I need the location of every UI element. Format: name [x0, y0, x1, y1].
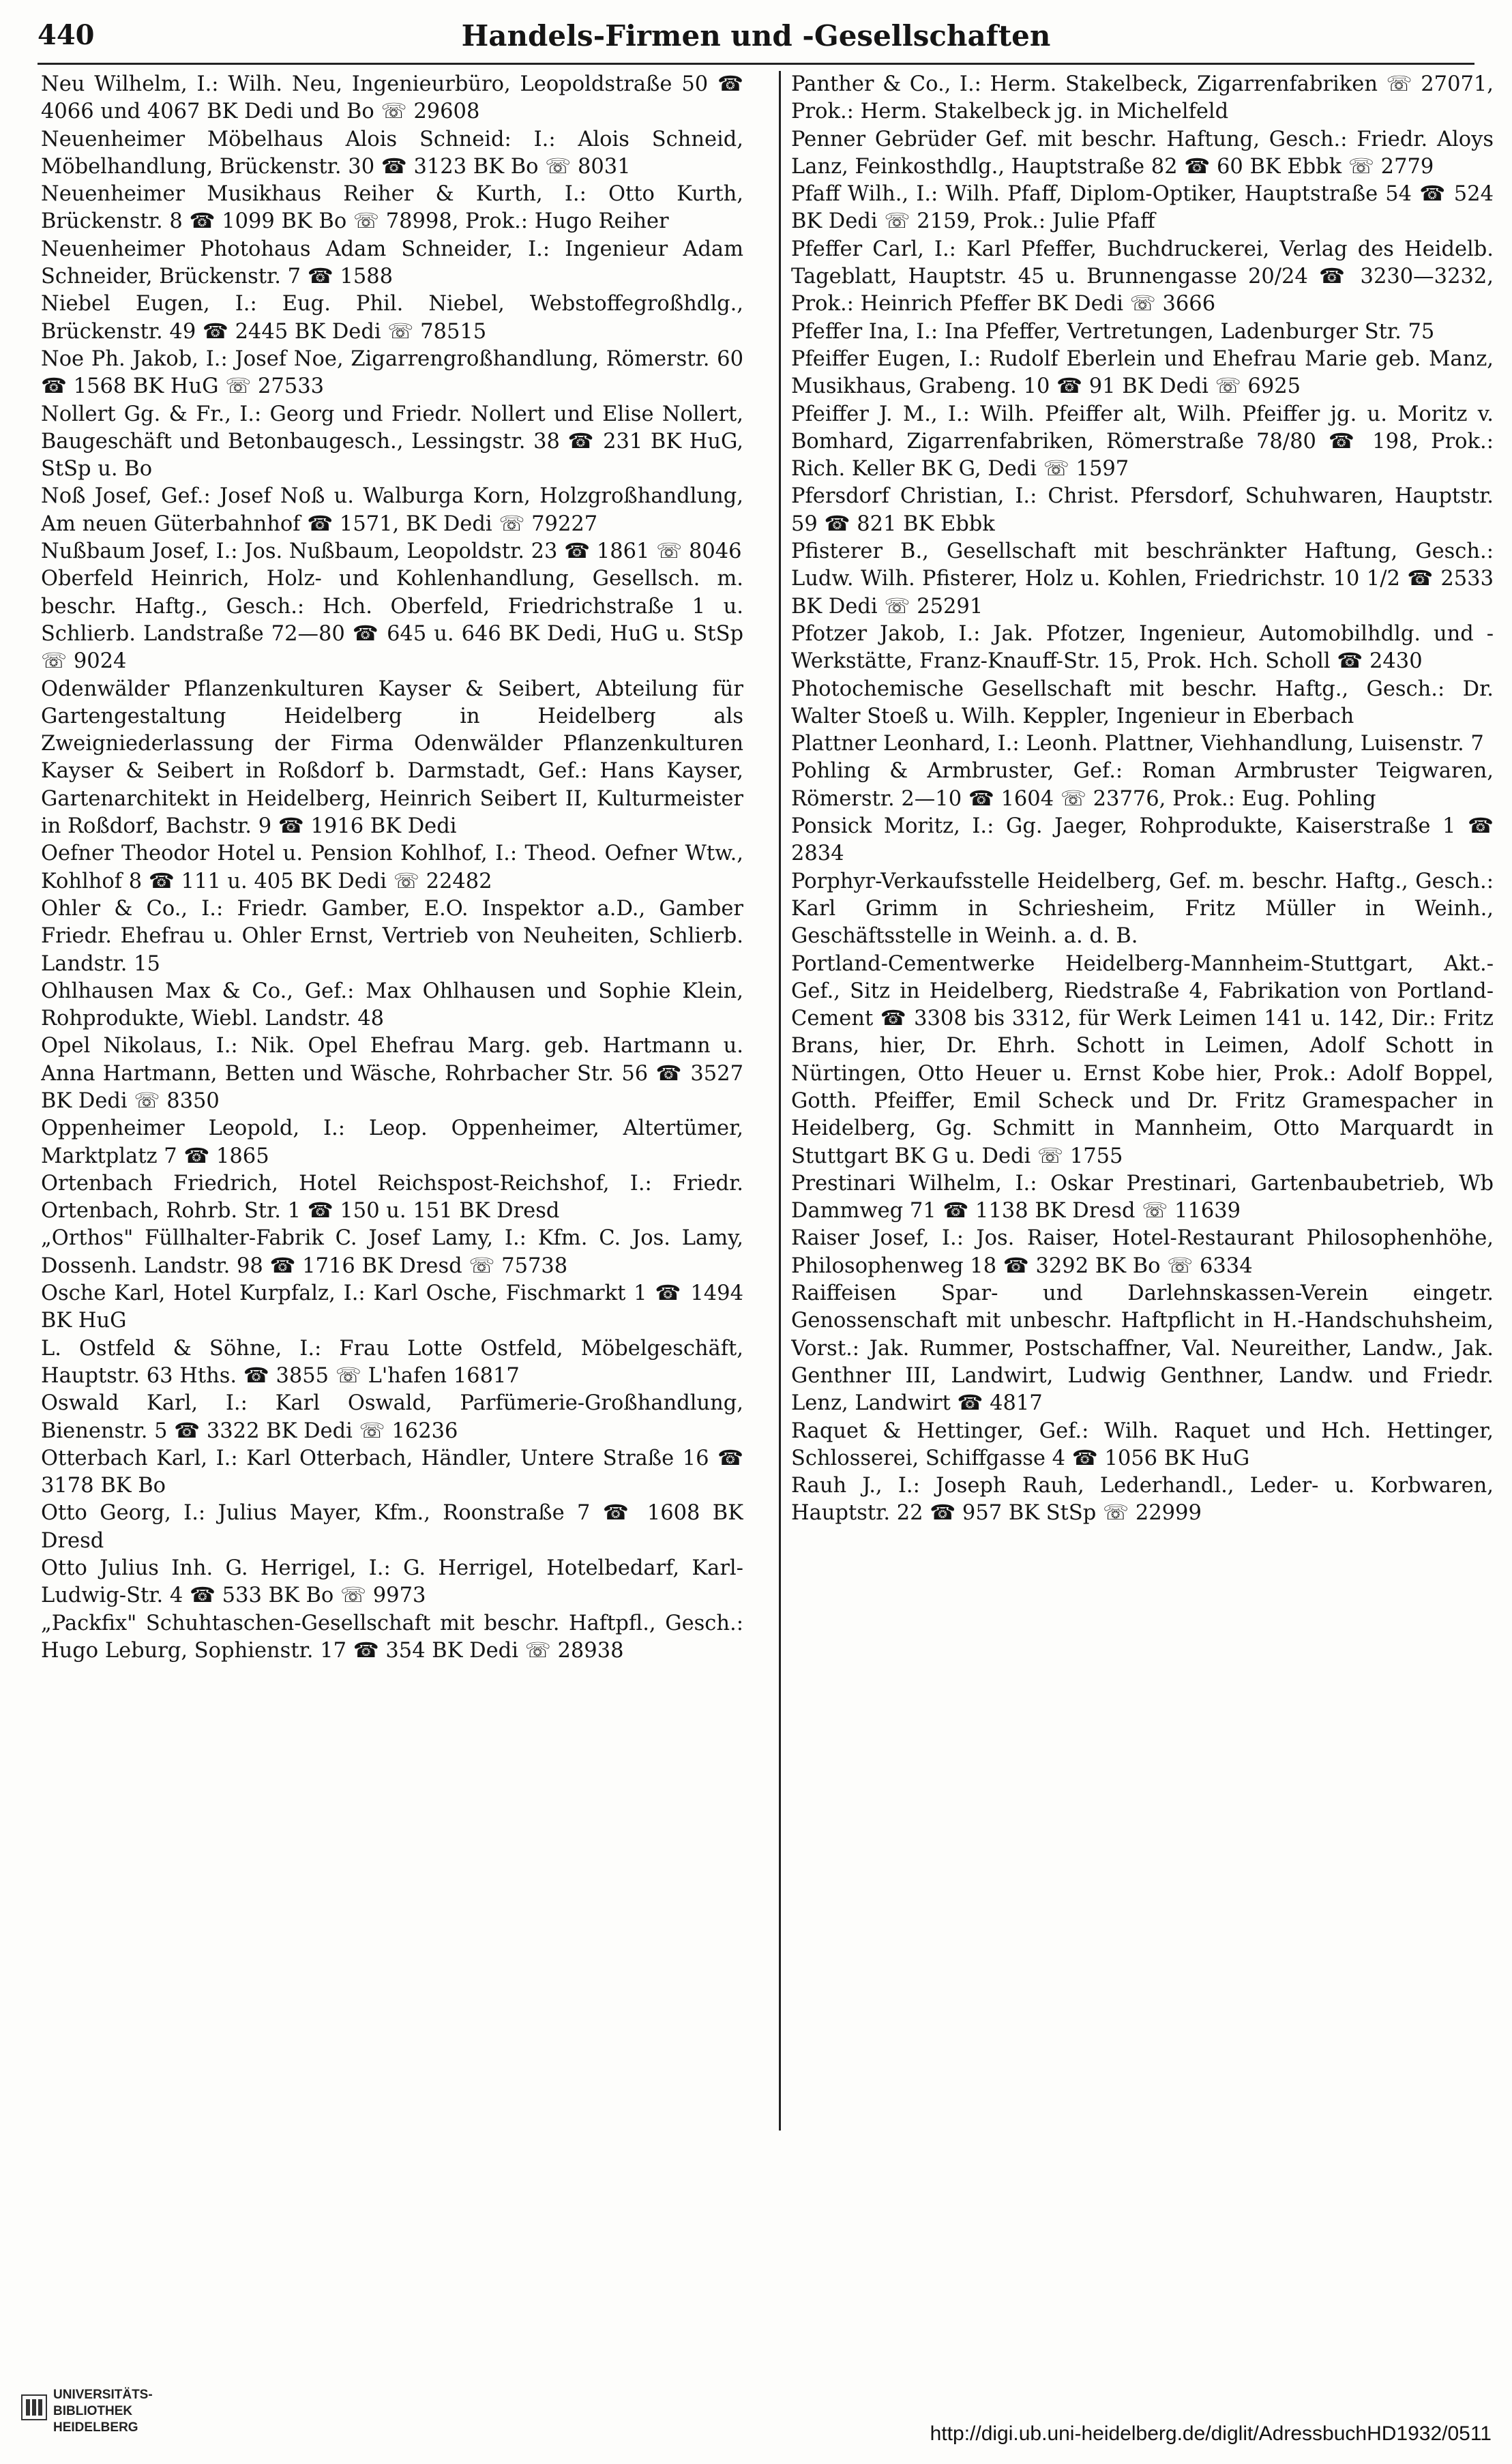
directory-entry: Ponsick Moritz, I.: Gg. Jaeger, Rohprodukte, Kaiserstraße 1 ☎ 2834 — [791, 814, 1494, 866]
library-name-line: HEIDELBERG — [53, 2420, 138, 2435]
directory-entry: Panther & Co., I.: Herm. Stakelbeck, Zigarrenfabriken ☏ 27071, Prok.: Herm. Stakelbeck jg. in Michelfeld — [791, 72, 1494, 124]
directory-entry: Neu Wilhelm, I.: Wilh. Neu, Ingenieurbüro, Leopoldstraße 50 ☎ 4066 und 4067 BK Dedi und Bo ☏ 29608 — [41, 72, 743, 124]
directory-entry: Plattner Leonhard, I.: Leonh. Plattner, Viehhandlung, Luisenstr. 7 — [791, 732, 1484, 756]
page-title: Handels-Firmen und -Gesellschaften — [461, 19, 1051, 53]
directory-entry: Penner Gebrüder Gef. mit beschr. Haftung, Gesch.: Friedr. Aloys Lanz, Feinkosthdlg., Hauptstraße 82 ☎ 60 BK Ebbk ☏ 2779 — [791, 127, 1494, 179]
directory-entry: L. Ostfeld & Söhne, I.: Frau Lotte Ostfeld, Möbelgeschäft, Hauptstr. 63 Hths. ☎ 3855 ☏ L'hafen 16817 — [41, 1336, 743, 1388]
source-url[interactable]: http://digi.ub.uni-heidelberg.de/diglit/AdressbuchHD1932/0511 — [930, 2422, 1492, 2445]
page-footer — [0, 2387, 1512, 2464]
directory-entry: Pfisterer B., Gesellschaft mit beschränkter Haftung, Gesch.: Ludw. Wilh. Pfisterer, Holz u. Kohlen, Friedrichstr. 10 1/2 ☎ 2533 BK Dedi ☏ 25291 — [791, 539, 1494, 619]
directory-entry: Otto Julius Inh. G. Herrigel, I.: G. Herrigel, Hotelbedarf, Karl-Ludwig-Str. 4 ☎ 533 BK Bo ☏ 9973 — [41, 1556, 743, 1608]
directory-entry: Rauh J., I.: Joseph Rauh, Lederhandl., Leder- u. Korbwaren, Hauptstr. 22 ☎ 957 BK StSp ☏ 22999 — [791, 1474, 1494, 1526]
library-name-line: BIBLIOTHEK — [53, 2404, 133, 2418]
page-number: 440 — [38, 19, 95, 51]
directory-entry: Portland-Cementwerke Heidelberg-Mannheim-Stuttgart, Akt.-Gef., Sitz in Heidelberg, Riedstraße 4, Fabrikation von Portland-Cement ☎ 3308 bis 3312, für Werk Leimen 141 u. 142, Dir.: Fritz Brans, hier, Dr. Ehrh. Schott in Leimen, Adolf Schott in Nürtingen, Otto Heuer u. Ernst Kobe hier, Prok.: Adolf Boppel, Gotth. Pfeiffer, Emil Scheck und Dr. Fritz Gramespacher in Heidelberg, Gg. Schmitt in Mannheim, Otto Marquardt in Stuttgart BK G u. Dedi ☏ 1755 — [791, 951, 1494, 1168]
right-column — [791, 71, 1494, 2131]
directory-entry: Pfaff Wilh., I.: Wilh. Pfaff, Diplom-Optiker, Hauptstraße 54 ☎ 524 BK Dedi ☏ 2159, Prok.: Julie Pfaff — [791, 182, 1494, 234]
directory-entry: Pfersdorf Christian, I.: Christ. Pfersdorf, Schuhwaren, Hauptstr. 59 ☎ 821 BK Ebbk — [791, 484, 1494, 536]
directory-entry: Niebel Eugen, I.: Eug. Phil. Niebel, Webstoffegroßhdlg., Brückenstr. 49 ☎ 2445 BK Dedi ☏ 78515 — [41, 292, 743, 344]
directory-entry: Otterbach Karl, I.: Karl Otterbach, Händler, Untere Straße 16 ☎ 3178 BK Bo — [41, 1446, 743, 1498]
directory-entry: Nußbaum Josef, I.: Jos. Nußbaum, Leopoldstr. 23 ☎ 1861 ☏ 8046 — [41, 539, 742, 564]
directory-entry: Osche Karl, Hotel Kurpfalz, I.: Karl Osche, Fischmarkt 1 ☎ 1494 BK HuG — [41, 1281, 743, 1333]
directory-entry: Nollert Gg. & Fr., I.: Georg und Friedr. Nollert und Elise Nollert, Baugeschäft und Betonbaugesch., Lessingstr. 38 ☎ 231 BK HuG, StSp u. Bo — [41, 402, 743, 481]
directory-entry: Odenwälder Pflanzenkulturen Kayser & Seibert, Abteilung für Gartengestaltung Heidelberg in Heidelberg als Zweigniederlassung der Firma Odenwälder Pflanzenkulturen Kayser & Seibert in Roßdorf b. Darmstadt, Gef.: Hans Kayser, Gartenarchitekt in Heidelberg, Heinrich Seibert II, Kulturmeister in Roßdorf, Bachstr. 9 ☎ 1916 BK Dedi — [41, 677, 743, 839]
directory-entry: Ohlhausen Max & Co., Gef.: Max Ohlhausen und Sophie Klein, Rohprodukte, Wiebl. Landstr. 48 — [41, 979, 743, 1031]
directory-entry: Ortenbach Friedrich, Hotel Reichspost-Reichshof, I.: Friedr. Ortenbach, Rohrb. Str. 1 ☎ 150 u. 151 BK Dresd — [41, 1171, 743, 1223]
directory-entry: Pfeffer Ina, I.: Ina Pfeffer, Vertretungen, Ladenburger Str. 75 — [791, 319, 1435, 344]
directory-entry: Porphyr-Verkaufsstelle Heidelberg, Gef. m. beschr. Haftg., Gesch.: Karl Grimm in Schriesheim, Fritz Müller in Weinh., Geschäftsstelle in Weinh. a. d. B. — [791, 869, 1494, 949]
library-name-line: UNIVERSITÄTS- — [53, 2388, 153, 2402]
directory-entry: Ohler & Co., I.: Friedr. Gamber, E.O. Inspektor a.D., Gamber Friedr. Ehefrau u. Ohler Ernst, Vertrieb von Neuheiten, Schlierb. Landstr. 15 — [41, 896, 743, 976]
directory-entry: „Orthos" Füllhalter-Fabrik C. Josef Lamy, I.: Kfm. C. Jos. Lamy, Dossenh. Landstr. 98 ☎ 1716 BK Dresd ☏ 75738 — [41, 1226, 743, 1278]
directory-entry: Neuenheimer Photohaus Adam Schneider, I.: Ingenieur Adam Schneider, Brückenstr. 7 ☎ 1588 — [41, 237, 743, 289]
directory-entry: Pfeffer Carl, I.: Karl Pfeffer, Buchdruckerei, Verlag des Heidelb. Tageblatt, Hauptstr. 45 u. Brunnengasse 20/24 ☎ 3230—3232, Prok.: Heinrich Pfeffer BK Dedi ☏ 3666 — [791, 237, 1494, 316]
directory-entry: Prestinari Wilhelm, I.: Oskar Prestinari, Gartenbaubetrieb, Wb Dammweg 71 ☎ 1138 BK Dresd ☏ 11639 — [791, 1171, 1494, 1223]
left-column — [41, 71, 743, 2131]
header-rule — [38, 63, 1474, 65]
directory-entry: Oberfeld Heinrich, Holz- und Kohlenhandlung, Gesellsch. m. beschr. Haftg., Gesch.: Hch. Oberfeld, Friedrichstraße 1 u. Schlierb. Landstraße 72—80 ☎ 645 u. 646 BK Dedi, HuG u. StSp ☏ 9024 — [41, 567, 743, 674]
directory-entry: Raiffeisen Spar- und Darlehnskassen-Verein eingetr. Genossenschaft mit unbeschr. Haftpflicht in H.-Handschuhsheim, Vorst.: Jak. Rummer, Postschaffner, Val. Neureither, Landw., Jak. Genthner III, Landwirt, Ludwig Genthner, Landw. und Friedr. Lenz, Landwirt ☎ 4817 — [791, 1281, 1494, 1416]
directory-entry: Neuenheimer Möbelhaus Alois Schneid: I.: Alois Schneid, Möbelhandlung, Brückenstr. 30 ☎ 3123 BK Bo ☏ 8031 — [41, 127, 743, 179]
directory-entry: Raiser Josef, I.: Jos. Raiser, Hotel-Restaurant Philosophenhöhe, Philosophenweg 18 ☎ 3292 BK Bo ☏ 6334 — [791, 1226, 1494, 1278]
directory-entry: Otto Georg, I.: Julius Mayer, Kfm., Roonstraße 7 ☎ 1608 BK Dresd — [41, 1501, 743, 1553]
directory-entry: Oefner Theodor Hotel u. Pension Kohlhof, I.: Theod. Oefner Wtw., Kohlhof 8 ☎ 111 u. 405 BK Dedi ☏ 22482 — [41, 842, 743, 893]
directory-entry: Neuenheimer Musikhaus Reiher & Kurth, I.: Otto Kurth, Brückenstr. 8 ☎ 1099 BK Bo ☏ 78998, Prok.: Hugo Reiher — [41, 182, 743, 234]
column-divider — [779, 71, 781, 2131]
directory-entry: Pohling & Armbruster, Gef.: Roman Armbruster Teigwaren, Römerstr. 2—10 ☎ 1604 ☏ 23776, Prok.: Eug. Pohling — [791, 759, 1494, 811]
directory-entry: Opel Nikolaus, I.: Nik. Opel Ehefrau Marg. geb. Hartmann u. Anna Hartmann, Betten und Wäsche, Rohrbacher Str. 56 ☎ 3527 BK Dedi ☏ 8350 — [41, 1034, 743, 1113]
directory-entry: Noe Ph. Jakob, I.: Josef Noe, Zigarrengroßhandlung, Römerstr. 60 ☎ 1568 BK HuG ☏ 27533 — [41, 346, 743, 399]
directory-entry: „Packfix" Schuhtaschen-Gesellschaft mit beschr. Haftpfl., Gesch.: Hugo Leburg, Sophienstr. 17 ☎ 354 BK Dedi ☏ 28938 — [41, 1611, 743, 1663]
library-logo-icon — [20, 2394, 48, 2421]
directory-entry: Oppenheimer Leopold, I.: Leop. Oppenheimer, Altertümer, Marktplatz 7 ☎ 1865 — [41, 1116, 743, 1168]
directory-entry: Pfeiffer Eugen, I.: Rudolf Eberlein und Ehefrau Marie geb. Manz, Musikhaus, Grabeng. 10 ☎ 91 BK Dedi ☏ 6925 — [791, 346, 1494, 399]
directory-entry: Oswald Karl, I.: Karl Oswald, Parfümerie-Großhandlung, Bienenstr. 5 ☎ 3322 BK Dedi ☏ 16236 — [41, 1391, 743, 1443]
directory-entry: Noß Josef, Gef.: Josef Noß u. Walburga Korn, Holzgroßhandlung, Am neuen Güterbahnhof ☎ 1571, BK Dedi ☏ 79227 — [41, 484, 743, 536]
library-name — [53, 2387, 153, 2436]
directory-entry: Pfotzer Jakob, I.: Jak. Pfotzer, Ingenieur, Automobilhdlg. und -Werkstätte, Franz-Knauff-Str. 15, Prok. Hch. Scholl ☎ 2430 — [791, 621, 1494, 674]
directory-entry: Raquet & Hettinger, Gef.: Wilh. Raquet und Hch. Hettinger, Schlosserei, Schiffgasse 4 ☎ 1056 BK HuG — [791, 1419, 1494, 1470]
directory-entry: Photochemische Gesellschaft mit beschr. Haftg., Gesch.: Dr. Walter Stoeß u. Wilh. Keppler, Ingenieur in Eberbach — [791, 677, 1494, 728]
directory-entry: Pfeiffer J. M., I.: Wilh. Pfeiffer alt, Wilh. Pfeiffer jg. u. Moritz v. Bomhard, Zigarrenfabriken, Römerstraße 78/80 ☎ 198, Prok.: Rich. Keller BK G, Dedi ☏ 1597 — [791, 402, 1494, 481]
